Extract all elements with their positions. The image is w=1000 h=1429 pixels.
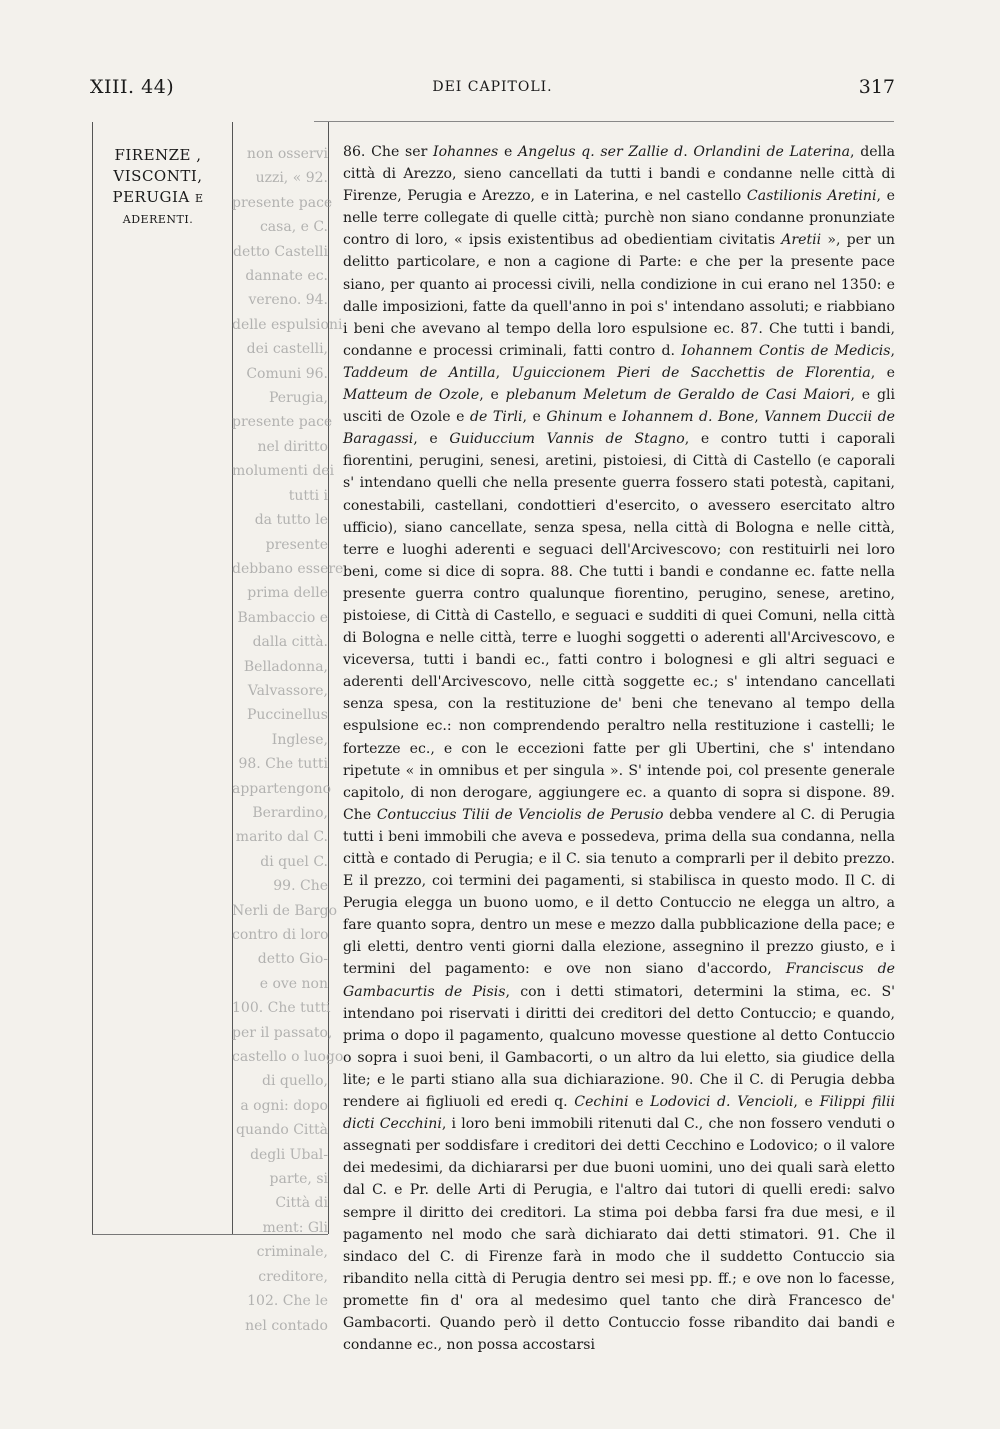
main-text [343, 141, 895, 1356]
show-through-line: Valvassore, [247, 682, 328, 699]
show-through-line: castello o luogo [232, 1049, 344, 1066]
show-through-line: ment: Gli [262, 1219, 328, 1236]
show-through-line: criminale, [256, 1244, 328, 1261]
show-through-line: 100. Che tutti [232, 1000, 331, 1017]
show-through-line: molumenti dei [232, 463, 335, 480]
show-through-line: Belladonna, [243, 658, 328, 675]
show-through-line: presente [265, 536, 328, 553]
column-rule-left [92, 122, 93, 1234]
show-through-line: Perugia, [268, 390, 328, 407]
latin-name: de Tirli [469, 409, 523, 426]
margin-note-word: PERUGIA [112, 188, 190, 206]
show-through-line: presente pace [232, 414, 333, 431]
margin-note-line [92, 187, 224, 209]
latin-name: Vannem Duccii de Baragassi [343, 409, 895, 448]
show-through-line: degli Ubal- [250, 1146, 328, 1163]
latin-name: Uguiccionem Pieri de Sacchettis de Florentia [511, 364, 871, 381]
show-through-line: vereno. 94. [248, 292, 328, 309]
latin-name: Franciscus de Gambacurtis de Pisis [343, 961, 895, 1000]
show-through-line: a ogni: dopo [240, 1097, 328, 1114]
show-through-line: prima delle [247, 585, 328, 602]
show-through-line: nel diritto [257, 438, 328, 455]
section-reference: XIII. 44) [90, 76, 175, 98]
show-through-line: di quello, [262, 1073, 328, 1090]
show-through-line: e ove non [259, 975, 328, 992]
margin-note-conjunction: E [194, 192, 204, 205]
show-through-line: presente pace [232, 194, 333, 211]
show-through-line: nel contado [245, 1317, 328, 1334]
show-through-line: delle espulsioni [232, 316, 343, 333]
show-through-line: 102. Che le [247, 1293, 328, 1310]
show-through-line: appartengono [232, 780, 332, 797]
latin-name: Castilionis Aretini [746, 188, 877, 205]
running-header [90, 76, 895, 106]
show-through-line: Puccinellus [246, 707, 328, 724]
show-through-line: detto Gio- [257, 951, 328, 968]
latin-name: Cechini [574, 1094, 629, 1111]
margin-note [92, 145, 224, 230]
latin-name: Ghinum [546, 409, 603, 426]
latin-name: Matteum de Ozole [343, 387, 480, 404]
show-through-line: detto Castelli [233, 243, 328, 260]
footer-rule [92, 1234, 328, 1235]
margin-note-line: FIRENZE , [114, 146, 202, 164]
show-through-line: quando Città [236, 1122, 328, 1139]
latin-name: Lodovici d. Vencioli [650, 1094, 794, 1111]
show-through-line: di quel C. [260, 853, 328, 870]
show-through-line: Bambaccio e [237, 609, 328, 626]
latin-name: Iohannem Contis de Medicis [681, 342, 891, 359]
show-through-line: Nerli de Bargo [232, 902, 338, 919]
show-through-line: 98. Che tutti [238, 756, 328, 773]
latin-name: Taddeum de Antilla [343, 364, 496, 381]
show-through-line: creditore, [258, 1268, 328, 1285]
latin-name: Iohannem d. Bone [622, 409, 755, 426]
show-through-line: da tutto le [254, 512, 328, 529]
show-through-line: tutti i [288, 487, 328, 504]
show-through-line: per il passato, [232, 1024, 333, 1041]
show-through-line: dalla città. [252, 634, 328, 651]
header-rule [314, 121, 894, 122]
show-through-line: casa, e C. [259, 219, 328, 236]
latin-name: Filippi filii dicti Cecchini [343, 1094, 895, 1133]
show-through-line: marito dal C. [235, 829, 328, 846]
column-rule-right [328, 122, 329, 1234]
show-through-line: Berardino, [252, 804, 328, 821]
latin-name: Aretii [781, 232, 822, 249]
latin-name: Iohannes [433, 144, 499, 160]
show-through-line: uzzi, « 92. [255, 170, 328, 187]
show-through-line: dei castelli, [246, 341, 328, 358]
show-through-line: 99. Che [273, 878, 328, 895]
latin-name: de Ozole [414, 387, 480, 404]
latin-name: plebanum Meletum de Geraldo de Casi Maiori [505, 387, 851, 404]
show-through-line: parte, si [269, 1171, 328, 1188]
show-through-line: non osservi [246, 146, 328, 162]
latin-name: Orlandini de Laterina [693, 144, 851, 160]
show-through-line: Inglese, [271, 731, 328, 748]
show-through-line: contro di loro [232, 927, 329, 943]
page-number: 317 [858, 76, 895, 98]
show-through-line: Città di [275, 1195, 328, 1212]
show-through-line: debbano essere [232, 560, 344, 577]
margin-note-line: VISCONTI, [113, 167, 203, 185]
latin-name: Contuccius Tilii de Venciolis de Perusio [376, 806, 664, 823]
latin-name: Guiduccium Vannis de Stagno [449, 431, 685, 448]
show-through-line: Comuni 96. [246, 365, 328, 382]
margin-note-line: ADERENTI. [122, 213, 194, 226]
running-title: DEI CAPITOLI. [432, 79, 553, 95]
show-through-line: dannate ec. [245, 268, 328, 285]
latin-name: Angelus q. ser Zallie d [518, 144, 684, 160]
show-through-text [232, 142, 344, 1334]
paragraph: 86. Che ser Iohannes e Angelus q. ser Zallie d. Orlandini de Laterina, della città di Arezzo, sieno cancellati da tutti i bandi e condanne nelle città di Firenze, Perugia e Arezzo, e in Laterina, e nel castello Castilionis Aretini, e nelle terre collegate di quelle città; purchè non siano condanne pronunziate contro di loro, « ipsis existentibus ad obedientiam civitatis Aretii », per un delitto particolare, e non a cagione di Parte: e che per la presente pace siano, per quanto ai processi civili, nella condizione in cui erano nel 1350: e dalle imposizioni, fatte da quell'anno in poi s' intendano assoluti; e riabbiano i beni che avevano al tempo della loro espulsione ec. 87. Che tutti i bandi, condanne e processi criminali, fatti contro d. Iohannem Contis de Medicis, Taddeum de Antilla, Uguiccionem Pieri de Sacchettis de Florentia, e Matteum de Ozole, e plebanum Meletum de Geraldo de Casi Maiori, e gli usciti de Ozole e de Tirli, e Ghinum e Iohannem d. Bone, Vannem Duccii de Baragassi, e Guiduccium Vannis de Stagno, e contro tutti i caporali fiorentini, perugini, senesi, aretini, pistoiesi, di Città di Castello (e caporali s' intendano quelli che nella presente guerra fossero stati potestà, capitani, conestabili, castellani, condottieri d'esercito, o avessero esercitato altro ufficio), siano cancellate, senza spesa, nella città di Bologna e nelle città, terre e luoghi aderenti e seguaci dell'Arcivescovo; con restituirli nei loro beni, come si dice di sopra. 88. Che tutti i bandi e condanne ec. fatte nella presente guerra contro qualunque fiorentino, perugino, senese, aretino, pistoiese, di Città di Castello, e seguaci e sudditi di quei Comuni, nella città di Bologna e nelle città, terre e luoghi soggetti o aderenti all'Arcivescovo, e viceversa, tutti i bandi ec., fatti contro i bolognesi e gli altri seguaci e aderenti dell'Arcivescovo, nelle città soggette ec.; s' intendano cancellati senza spesa, con la restituzione de' beni che tenevano al tempo della espulsione ec.: non comprendendo peraltro nella restituzione i castelli; le fortezze ec., e con le eccezioni fatte per gli Ubertini, che s' intendano ripetute « in omnibus et per singula ». S' intende poi, col presente generale capitolo, di non derogare, aggiungere ec. a quanto di sopra si dispone. 89. Che Contuccius Tilii de Venciolis de Perusio debba vendere al C. di Perugia tutti i beni immobili che aveva e possedeva, prima della sua condanna, nella città e contado di Perugia; e il C. sia tenuto a comprarli per il debito prezzo. E il prezzo, coi termini dei pagamenti, si stabilisca in questo modo. Il C. di Perugia elegga un buono uomo, e il detto Contuccio ne elegga un altro, a fare quanto sopra, dentro un mese e mezzo dalla pubblicazione della pace; e gli eletti, dentro venti giorni dalla elezione, assegnino il prezzo giusto, e i termini del pagamento: e ove non siano d'accordo, Franciscus de Gambacurtis de Pisis, con i detti stimatori, determini la stima, ec. S' intendano poi riservati i diritti dei creditori del detto Contuccio; e quando, prima o dopo il pagamento, qualcuno movesse questione al detto Contuccio o sopra i suoi beni, il Gambacorti, o un altro da lui eletto, sia giudice della lite; e le parti stiano alla sua dichiarazione. 90. Che il C. di Perugia debba rendere ai figliuoli ed eredi q. Cechini e Lodovici d. Vencioli, e Filippi filii dicti Cecchini, i loro beni immobili ritenuti dal C., che non fossero venduti o assegnati per soddisfare i creditori dei detti Cecchino e Lodovico; o il valore dei medesimi, da dichiararsi per due buoni uomini, uno dei quali sarà eletto dal C. e Pr. delle Arti di Perugia, e l'altro dai tutori di quelli eredi: salvo sempre il diritto dei creditori. La stima poi debba farsi fra due mesi, e il pagamento nel modo che sarà dichiarato dai detti stimatori. 91. Che il sindaco del C. di Firenze farà in modo che il suddetto Contuccio sia ribandito nella città di Perugia dentro sei mesi pp. ff.; e ove non lo facesse, promette fin d' ora al medesimo quel tanto che dirà Francesco de' Gambacorti. Quando però il detto Contuccio fosse ribandito dai bandi e condanne ec., non possa accostarsi [343, 144, 896, 1354]
